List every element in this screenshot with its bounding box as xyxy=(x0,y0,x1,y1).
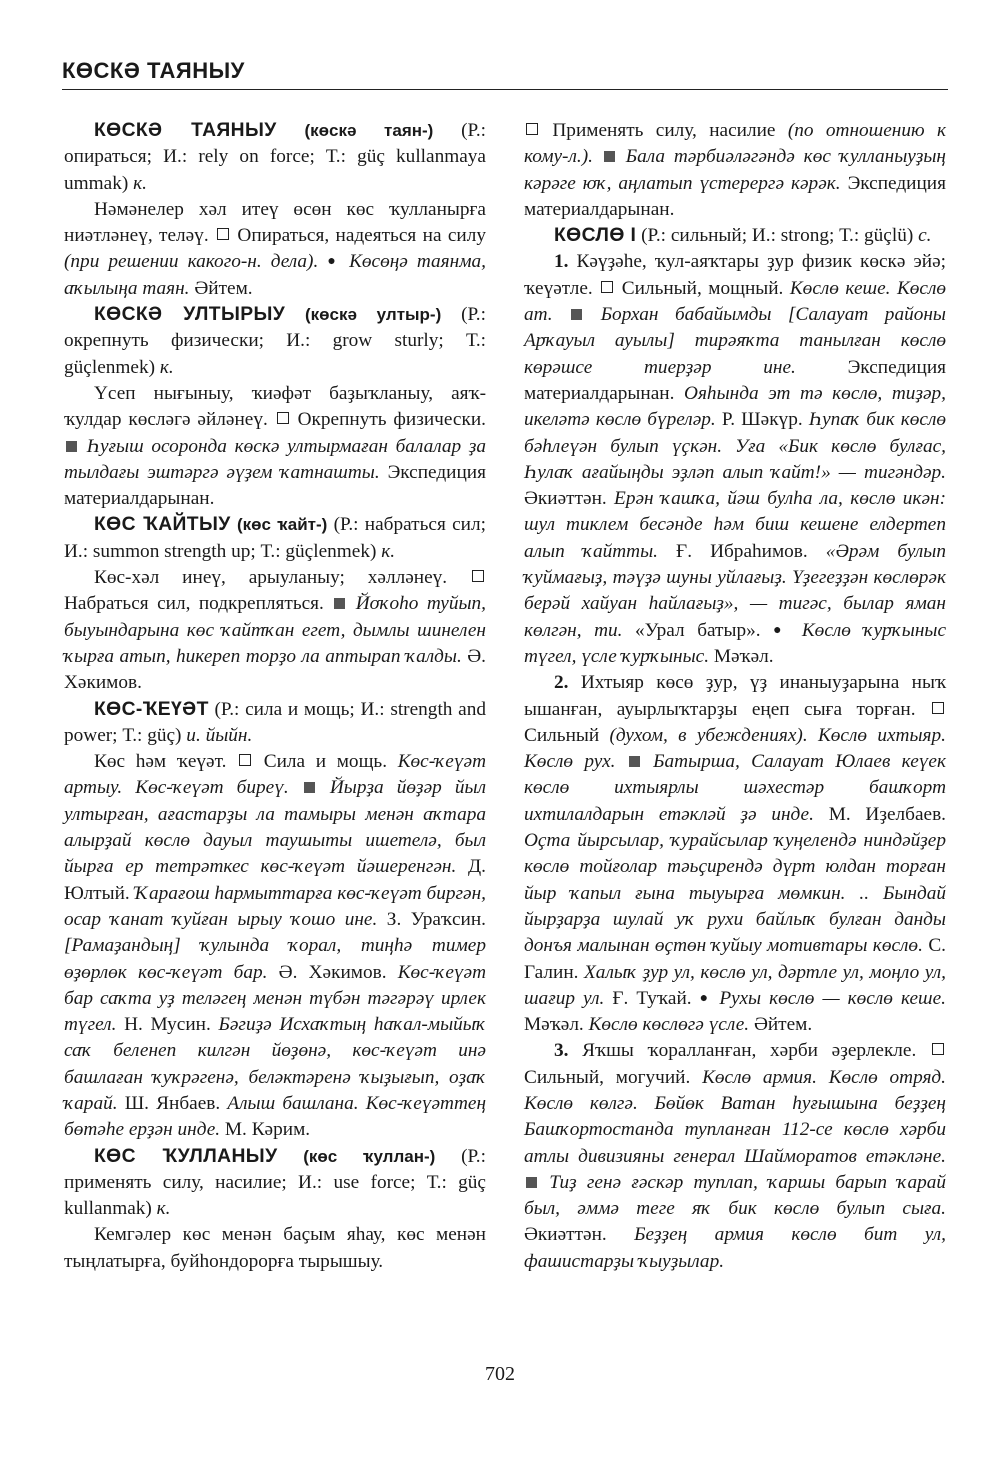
russian-equivalent: Применять силу, насилие xyxy=(552,120,776,141)
russian-note: (по отношению к кому-л.). xyxy=(524,120,946,168)
definition: Кемгәлер көс менән баҫым яһау, көс менән тыңлатырға, буйһондорорға тырышыу. xyxy=(64,1224,486,1272)
headword-form: (көс ҡайт-) xyxy=(236,515,328,535)
example: Борхан бабайымды [Салауат районы Арҡауыл ауылы] тирәяҡта танылған көслө көрәшсе тиерҙәр ине. xyxy=(524,304,946,378)
citation-marker-icon xyxy=(604,151,615,162)
part-of-speech: к. xyxy=(381,540,396,562)
translation-gloss: (Р.: сила и мощь; И.: strength and power; Т.: güç) xyxy=(64,698,486,746)
headword: КӨС ҠАЙТЫУ xyxy=(94,514,231,536)
source: Әкиәттән. xyxy=(524,488,607,510)
source: Ғ. Ибраһимов. xyxy=(676,540,808,562)
example: Ҡарағош һармыттарға көс-ҡеүәт биргән, осар ҡанат ҡуйған ырыу ҡошо ине. xyxy=(64,882,486,930)
part-of-speech: к. xyxy=(133,172,147,194)
source: Ә. Хәкимов. xyxy=(278,961,387,983)
definition: Ихтыяр көсө ҙур, үҙ инаныуҙарына ныҡ ышанған, ауырлыҡтарҙы еңеп сыға торған. xyxy=(524,672,946,720)
source: Мәҡәл. xyxy=(524,1014,584,1036)
citation-marker-icon xyxy=(334,598,345,609)
example: Оҫта йырсылар, ҡурайсылар ҡуңелендә ниндәйҙер көслө тойғолар тәьҫирендә дүрт юлдан торған йыр ҡапыл ғына тыуырға мөмкин. .. Бындай йырҙарҙа шулай уҡ рухи байлыҡ булған данды донъя малынан өҫтөн ҡуйыу мотивтары көслө. xyxy=(524,830,946,957)
headword-form: (көс ҡуллан-) xyxy=(303,1146,436,1166)
example: Алыш башлана. Көс-ҡеүәттең бөтәһе ерҙән инде. xyxy=(64,1092,487,1141)
entry-koske-tayaniu xyxy=(64,118,486,302)
example: Көсөңә таянма, аҡылыңа таян. xyxy=(64,251,486,299)
citation-marker-icon xyxy=(571,309,582,320)
example: Көс-ҡеүәт артыу. Көс-ҡеүәт биреү. xyxy=(64,751,486,799)
definition: Көс һәм ҡеүәт. xyxy=(94,751,227,773)
proverb-dot-icon: ● xyxy=(699,990,712,1006)
russian-equivalent: Окрепнуть физически. xyxy=(297,409,486,431)
proverb: Рухы көслө — көслө кеше. xyxy=(719,987,946,1009)
example: Беҙҙең армия көслө бит ул, фашистарҙы ҡыуҙылар. xyxy=(524,1224,946,1272)
example: Ерән ҡашҡа, йәш булһа ла, көслө икән: шул тиклем бесәнде һәм биш кешене елдертеп алып ҡайтты. xyxy=(524,488,946,562)
headword: КӨСКӘ ТАЯНЫУ xyxy=(94,120,277,141)
definition: Үсеп нығыныу, ҡиәфәт баҙыҡланыу, аяҡ-ҡулдар көсләгә әйләнеү. xyxy=(64,382,486,431)
example: Һуғыш осоронда көскә ултырмаған балалар ҙа тылдағы эштәргә әүҙем ҡатнашты. xyxy=(64,435,486,483)
headword: КӨСКӘ УЛТЫРЫУ xyxy=(94,304,286,326)
russian-marker-icon xyxy=(526,123,538,135)
example: Көслө көслөгә үсле. xyxy=(588,1014,750,1036)
headword-form: (көскә ултыр-) xyxy=(305,305,442,325)
translation-gloss: (Р.: опираться; И.: rely on force; Т.: güç kullanmaya ummak) xyxy=(64,120,487,194)
example: Көс-ҡеүәт бар саҡта уҙ теләгең менән түбән тәгәрәү ирлек түгел. xyxy=(64,961,487,1036)
part-of-speech: к. xyxy=(159,356,174,378)
example: Ояһында эт тә көслө, тиҙәр, икеләтә көслө бүреләр. xyxy=(524,382,946,431)
definition: Кәүҙәһе, ҡул-аяҡтары ҙур физик көскә эйә; ҡеүәтле. xyxy=(524,251,946,299)
sense-number: 2. xyxy=(554,672,569,694)
entry-kos-qullaniu xyxy=(64,1144,486,1275)
headword: КӨСЛӨ I xyxy=(554,225,637,247)
russian-marker-icon xyxy=(277,412,289,424)
russian-marker-icon xyxy=(932,702,944,714)
source: Ш. Янбаев. xyxy=(124,1092,221,1114)
example: Йырҙа йөҙәр йыл ултырған, ағастарҙы ла тамыры менән аҡтара алырҙай көслө дауыл таушыты ишетелә, был йырға ер тетрәткес көс-ҡеүәт йәшеренгән. xyxy=(64,777,486,878)
entry-kos-qaytyu xyxy=(64,512,486,696)
source: «Урал батыр». xyxy=(635,619,761,641)
example: Көслө армия. Көслө отряд. Көслө көлгә. Бөйөк Ватан һуғышына беҙҙең Башҡортостанда тупланған 112-се көслө хәрби атлы дивизияны генерал Шайморатов етәкләне. xyxy=(524,1066,946,1167)
example: Бәгиҙә Исхаҡтың һаҡал-мыйыҡ саҡ беленеп килгән йөҙөнә, көс-ҡеүәт инә башлаған ҡуҡрәгенә, беләктәренә ҡыҙығып, оҙаҡ ҡарай. xyxy=(64,1014,487,1114)
entry-koske-ultyryu xyxy=(64,302,486,512)
citation-marker-icon xyxy=(66,441,77,452)
header-rule xyxy=(62,89,948,90)
translation-gloss: (Р.: набраться сил; И.: summon strength up; Т.: güçlenmek) xyxy=(64,514,486,562)
russian-equivalent: Сила и мощь. xyxy=(263,751,388,773)
entry-kos-qullaniu-continued xyxy=(524,118,946,223)
source: Экспедиция материалдарынан. xyxy=(524,356,947,404)
headword: КӨС ҠУЛЛАНЫУ xyxy=(94,1145,278,1167)
definition: Көс-хәл инеү, арыуланыу; хәлләнеү. xyxy=(94,567,448,589)
russian-marker-icon xyxy=(472,570,484,582)
example: [Рамаҙандың] ҡулында ҡорал, тиңһә тимер өҙөрлөк көс-ҡеүәт бар. xyxy=(64,935,486,983)
source: Ғ. Туҡай. xyxy=(612,987,692,1009)
source: Р. Шәкүр. xyxy=(721,409,803,431)
translation-gloss: (Р.: сильный; И.: strong; Т.: güçlü) xyxy=(641,225,914,247)
proverb: Көслө ҡурҡыныс түгел, үсле ҡурҡыныс. xyxy=(524,619,946,667)
headword: КӨС-ҠЕҮӘТ xyxy=(94,698,209,720)
citation-marker-icon xyxy=(629,756,640,767)
citation-marker-icon xyxy=(526,1177,537,1188)
example: Һупаҡ бик көслө бәһлеүән булып үҫкән. Уға «Бик көслө булғас, Һулаҡ ағайыңды эҙләп алып ҡайт!» — тигәндәр. xyxy=(524,409,947,483)
definition: Нәмәнелер хәл итеү өсөн көс ҡулланырға ниәтләнеү, теләү. xyxy=(64,198,486,247)
source: Н. Мусин. xyxy=(124,1014,211,1036)
source: Ә. Хәкимов. xyxy=(64,645,486,694)
example: Көслө ихтыяр. Көслө рух. xyxy=(524,724,946,773)
source: Экспедиция материалдарынан. xyxy=(524,172,946,220)
sense-1 xyxy=(524,249,946,670)
part-of-speech: к. xyxy=(156,1198,171,1220)
running-header: КӨСКӘ ТАЯНЫУ xyxy=(62,58,245,83)
source: М. Иҙелбаев. xyxy=(828,803,946,825)
source: Әкиәттән. xyxy=(524,1224,607,1246)
example: Халыҡ ҙур ул, көслө ул, дәртле ул, моңло ул, шағир ул. xyxy=(524,961,947,1009)
source: Әйтем. xyxy=(753,1014,813,1036)
source: С. Галин. xyxy=(524,935,946,983)
russian-marker-icon xyxy=(601,281,613,293)
source: Д. Юлтый. xyxy=(64,856,487,904)
proverb-dot-icon: ● xyxy=(327,254,341,270)
russian-equivalent: Сильный, мощный. xyxy=(621,277,784,299)
entry-koslo-1 xyxy=(524,223,946,1275)
source: М. Кәрим. xyxy=(224,1119,311,1141)
sense-number: 1. xyxy=(554,251,569,273)
part-of-speech: и. йыйн. xyxy=(186,724,253,746)
russian-note: (духом, в убеждениях). xyxy=(609,724,808,746)
source: Экспедиция материалдарынан. xyxy=(64,461,486,510)
russian-marker-icon xyxy=(932,1043,944,1055)
definition: Яҡшы ҡоралланған, хәрби әҙерлекле. xyxy=(582,1040,917,1062)
russian-equivalent: Сильный xyxy=(524,724,600,746)
russian-equivalent: Сильный, могучий. xyxy=(524,1066,691,1088)
example: «Әрәм булып ҡуймағыҙ, тәүҙә шуны уйлағыҙ. Үҙегеҙҙән көслөрәк берәй хайуан һайлағыҙ», — тигәс, былар яман көлгән, ти. xyxy=(524,540,946,641)
headword-form: (көскә таян-) xyxy=(304,121,434,140)
russian-marker-icon xyxy=(239,754,251,766)
russian-equivalent: Набраться сил, подкрепляться. xyxy=(64,593,324,615)
example: Тиҙ генә ғәскәр туплап, ҡаршы барып ҡарай был, әммә теге яҡ бик көслө булып сыға. xyxy=(524,1171,947,1220)
example: Батырша, Салауат Юлаев кеүек көслө ихтыярлы шәхестәр башҡорт ихтилалдарын етәкләй ҙә инде. xyxy=(524,751,946,825)
russian-equivalent: Опираться, надеяться на силу xyxy=(237,225,487,247)
sense-number: 3. xyxy=(554,1040,569,1062)
source: Әйтем. xyxy=(194,277,253,299)
source: З. Ураҡсин. xyxy=(386,908,486,930)
source: Мәҡәл. xyxy=(713,645,774,667)
translation-gloss: (Р.: применять силу, насилие; И.: use force; Т.: güç kullanmak) xyxy=(64,1145,486,1220)
example: Бала тәрбиәләгәндә көс ҡулланыуҙың кәрәге юҡ, аңлатып үстерергә кәрәк. xyxy=(524,146,946,194)
page-number: 702 xyxy=(485,1363,515,1385)
right-column xyxy=(524,118,946,1275)
left-column xyxy=(64,118,486,1275)
sense-3 xyxy=(524,1038,946,1275)
example: Йоҡоһо туйып, быуындарына көс ҡайтҡан егет, дымлы шинелен ҡырға атып, һикереп торҙо ла аптырап ҡалды. xyxy=(64,593,486,667)
sense-2 xyxy=(524,670,946,1038)
citation-marker-icon xyxy=(304,782,315,793)
example: Көслө кеше. Көслө ат. xyxy=(524,277,946,326)
entry-kos-qeuat xyxy=(64,697,486,1144)
russian-marker-icon xyxy=(217,228,229,240)
part-of-speech: с. xyxy=(918,225,932,247)
proverb-dot-icon: ● xyxy=(773,622,790,638)
russian-note: (при решении какого-н. дела). xyxy=(64,251,319,273)
translation-gloss: (Р.: окрепнуть физически; И.: grow sturly; Т.: güçlenmek) xyxy=(64,304,486,378)
